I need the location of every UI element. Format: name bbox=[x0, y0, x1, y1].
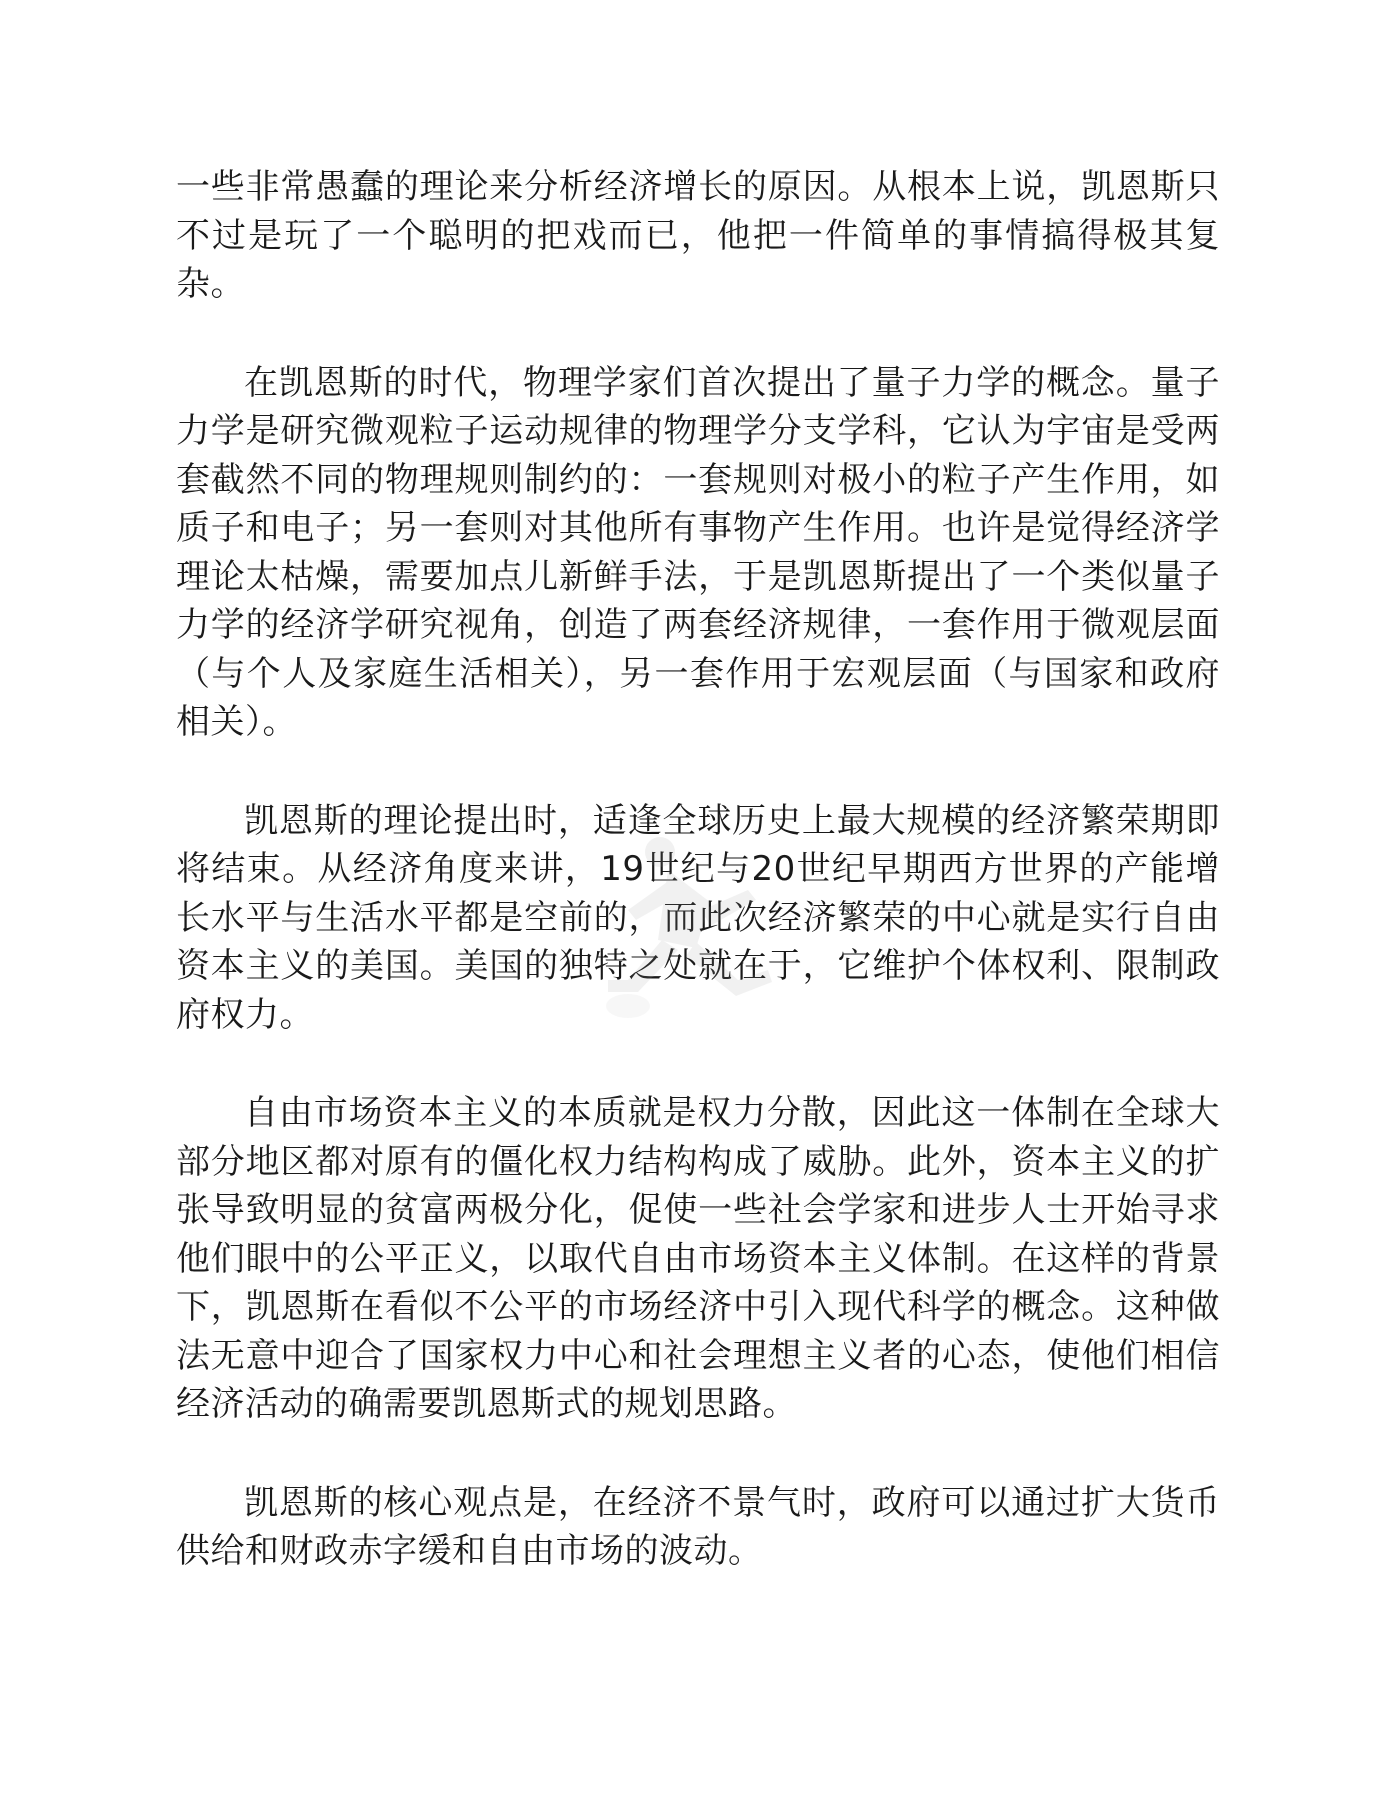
paragraph-5: 凯恩斯的核心观点是，在经济不景气时，政府可以通过扩大货币供给和财政赤字缓和自由市场的波动。 bbox=[176, 1482, 1220, 1571]
paragraph-2: 在凯恩斯的时代，物理学家们首次提出了量子力学的概念。量子力学是研究微观粒子运动规律的物理学分支学科，它认为宇宙是受两套截然不同的物理规则制约的：一套规则对极小的粒子产生作用，如质子和电子；另一套则对其他所有事物产生作用。也许是觉得经济学理论太枯燥，需要加点儿新鲜手法，于是凯恩斯提出了一个类似量子力学的经济学研究视角，创造了两套经济规律，一套作用于微观层面（与个人及家庭生活相关），另一套作用于宏观层面（与国家和政府相关）。 bbox=[176, 362, 1220, 742]
paragraph-1: 一些非常愚蠢的理论来分析经济增长的原因。从根本上说，凯恩斯只不过是玩了一个聪明的把戏而已，他把一件简单的事情搞得极其复杂。 bbox=[176, 167, 1220, 304]
paragraph-3: 凯恩斯的理论提出时，适逢全球历史上最大规模的经济繁荣期即将结束。从经济角度来讲，19世纪与20世纪早期西方世界的产能增长水平与生活水平都是空前的，而此次经济繁荣的中心就是实行自由资本主义的美国。美国的独特之处就在于，它维护个体权利、限制政府权力。 bbox=[176, 800, 1220, 1035]
paragraph-4: 自由市场资本主义的本质就是权力分散，因此这一体制在全球大部分地区都对原有的僵化权力结构构成了威胁。此外，资本主义的扩张导致明显的贫富两极分化，促使一些社会学家和进步人士开始寻求他们眼中的公平正义，以取代自由市场资本主义体制。在这样的背景下，凯恩斯在看似不公平的市场经济中引入现代科学的概念。这种做法无意中迎合了国家权力中心和社会理想主义者的心态，使他们相信经济活动的确需要凯恩斯式的规划思路。 bbox=[176, 1093, 1220, 1424]
body-text bbox=[176, 163, 1220, 1626]
